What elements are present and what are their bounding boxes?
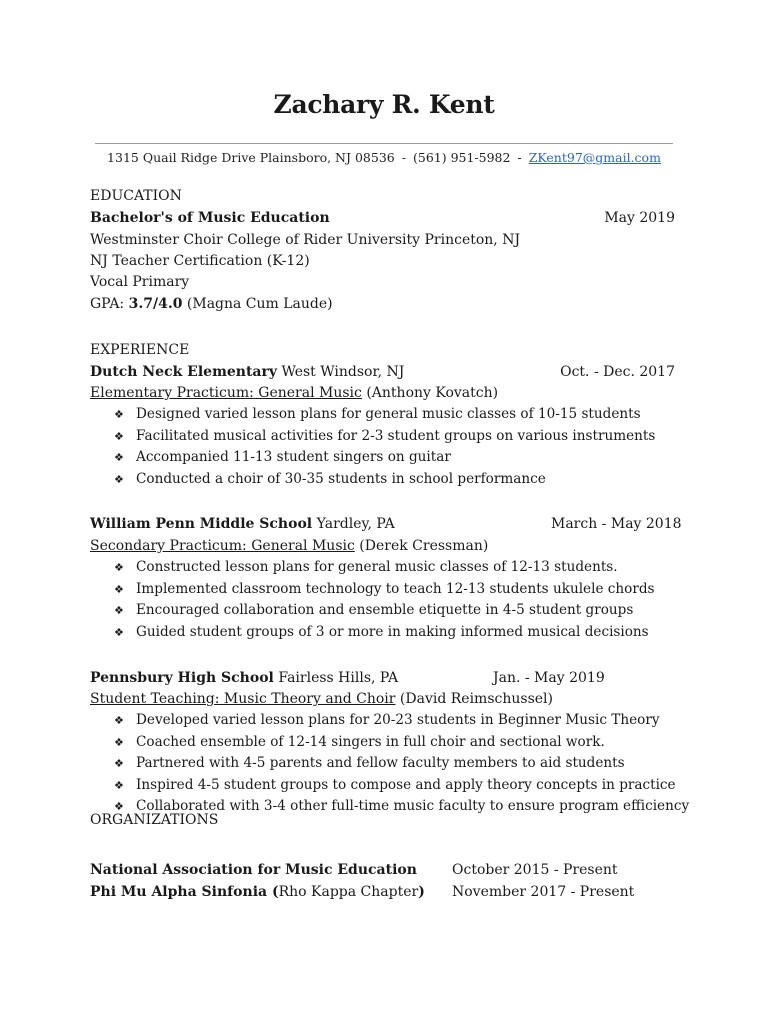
job-bullets (114, 404, 655, 490)
job-date: March - May 2018 (551, 516, 682, 532)
job-title-line (90, 362, 404, 382)
list-item: ❖ Designed varied lesson plans for general music classes of 10-15 students (114, 404, 655, 426)
job-title-line (90, 514, 395, 534)
job-bullets (114, 557, 655, 643)
gpa-line (90, 294, 333, 314)
gpa-value: 3.7/4.0 (128, 296, 183, 312)
degree: Bachelor's of Music Education (90, 210, 330, 226)
job-title-line (90, 668, 398, 688)
list-item: ❖ Conducted a choir of 30-35 students in school performance (114, 469, 655, 491)
list-item: ❖ Partnered with 4-5 parents and fellow faculty members to aid students (114, 753, 689, 775)
job-role: Student Teaching: Music Theory and Choir (90, 691, 396, 707)
bullet-diamond-icon: ❖ (114, 625, 124, 639)
org-close-paren: ) (418, 884, 425, 900)
address: 1315 Quail Ridge Drive Plainsboro, NJ 08536 (107, 150, 395, 165)
job-role-line (90, 689, 553, 709)
job-supervisor: (David Reimschussel) (399, 691, 553, 707)
bullet-diamond-icon: ❖ (114, 561, 124, 574)
bullet-diamond-icon: ❖ (114, 714, 124, 727)
list-item: ❖ Accompanied 11-13 student singers on guitar (114, 447, 655, 469)
list-item: ❖ Coached ensemble of 12-14 singers in full choir and sectional work. (114, 732, 689, 754)
list-item: ❖ Inspired 4-5 student groups to compose and apply theory concepts in practice (114, 775, 689, 797)
phone: (561) 951-5982 (412, 150, 511, 165)
org-date: October 2015 - Present (452, 862, 618, 878)
list-item: ❖ Implemented classroom technology to teach 12-13 students ukulele chords (114, 579, 655, 601)
list-item: ❖ Encouraged collaboration and ensemble etiquette in 4-5 student groups (114, 600, 655, 622)
header-divider (95, 143, 673, 144)
bullet-diamond-icon: ❖ (114, 582, 124, 596)
bullet-diamond-icon: ❖ (114, 778, 124, 792)
job-date: Jan. - May 2019 (493, 670, 605, 686)
experience-heading: EXPERIENCE (90, 342, 190, 358)
job-org: Dutch Neck Elementary (90, 364, 278, 380)
organizations-heading: ORGANIZATIONS (90, 812, 219, 828)
separator: - (517, 150, 522, 165)
job-location: Yardley, PA (316, 516, 395, 532)
bullet-diamond-icon: ❖ (114, 451, 124, 464)
email-link[interactable]: ZKent97@gmail.com (528, 150, 661, 165)
list-item: ❖ Facilitated musical activities for 2-3 student groups on various instruments (114, 426, 655, 448)
gpa-label: GPA: (90, 296, 125, 312)
org-name: National Association for Music Education (90, 862, 417, 878)
contact-line (0, 150, 768, 165)
job-location: West Windsor, NJ (281, 364, 405, 380)
job-role: Elementary Practicum: General Music (90, 385, 362, 401)
education-heading: EDUCATION (90, 188, 182, 204)
job-org: Pennsbury High School (90, 670, 274, 686)
primary-instrument: Vocal Primary (90, 274, 190, 290)
org-name: Phi Mu Alpha Sinfonia ( (90, 884, 279, 900)
bullet-diamond-icon: ❖ (114, 757, 124, 770)
bullet-diamond-icon: ❖ (114, 429, 124, 443)
list-item: ❖ Guided student groups of 3 or more in making informed musical decisions (114, 622, 655, 644)
bullet-diamond-icon: ❖ (114, 800, 124, 813)
job-date: Oct. - Dec. 2017 (560, 364, 675, 380)
bullet-diamond-icon: ❖ (114, 604, 124, 617)
list-item: ❖ Collaborated with 3-4 other full-time music faculty to ensure program efficiency (114, 796, 689, 818)
job-role: Secondary Practicum: General Music (90, 538, 355, 554)
job-supervisor: (Derek Cressman) (359, 538, 489, 554)
job-supervisor: (Anthony Kovatch) (366, 385, 499, 401)
school: Westminster Choir College of Rider University Princeton, NJ (90, 232, 521, 248)
gpa-note: (Magna Cum Laude) (186, 296, 333, 312)
org-date: November 2017 - Present (452, 884, 635, 900)
list-item: ❖ Developed varied lesson plans for 20-23 students in Beginner Music Theory (114, 710, 689, 732)
list-item: ❖ Constructed lesson plans for general music classes of 12-13 students. (114, 557, 655, 579)
job-role-line (90, 383, 498, 403)
bullet-diamond-icon: ❖ (114, 735, 124, 749)
bullet-diamond-icon: ❖ (114, 472, 124, 486)
org-name-line (90, 882, 425, 902)
bullet-diamond-icon: ❖ (114, 408, 124, 421)
job-role-line (90, 536, 488, 556)
separator: - (401, 150, 406, 165)
job-location: Fairless Hills, PA (278, 670, 399, 686)
candidate-name: Zachary R. Kent (273, 90, 495, 119)
job-bullets (114, 710, 689, 818)
job-org: William Penn Middle School (90, 516, 313, 532)
certification: NJ Teacher Certification (K-12) (90, 253, 310, 269)
org-chapter: Rho Kappa Chapter (278, 884, 419, 900)
degree-date: May 2019 (604, 210, 675, 226)
